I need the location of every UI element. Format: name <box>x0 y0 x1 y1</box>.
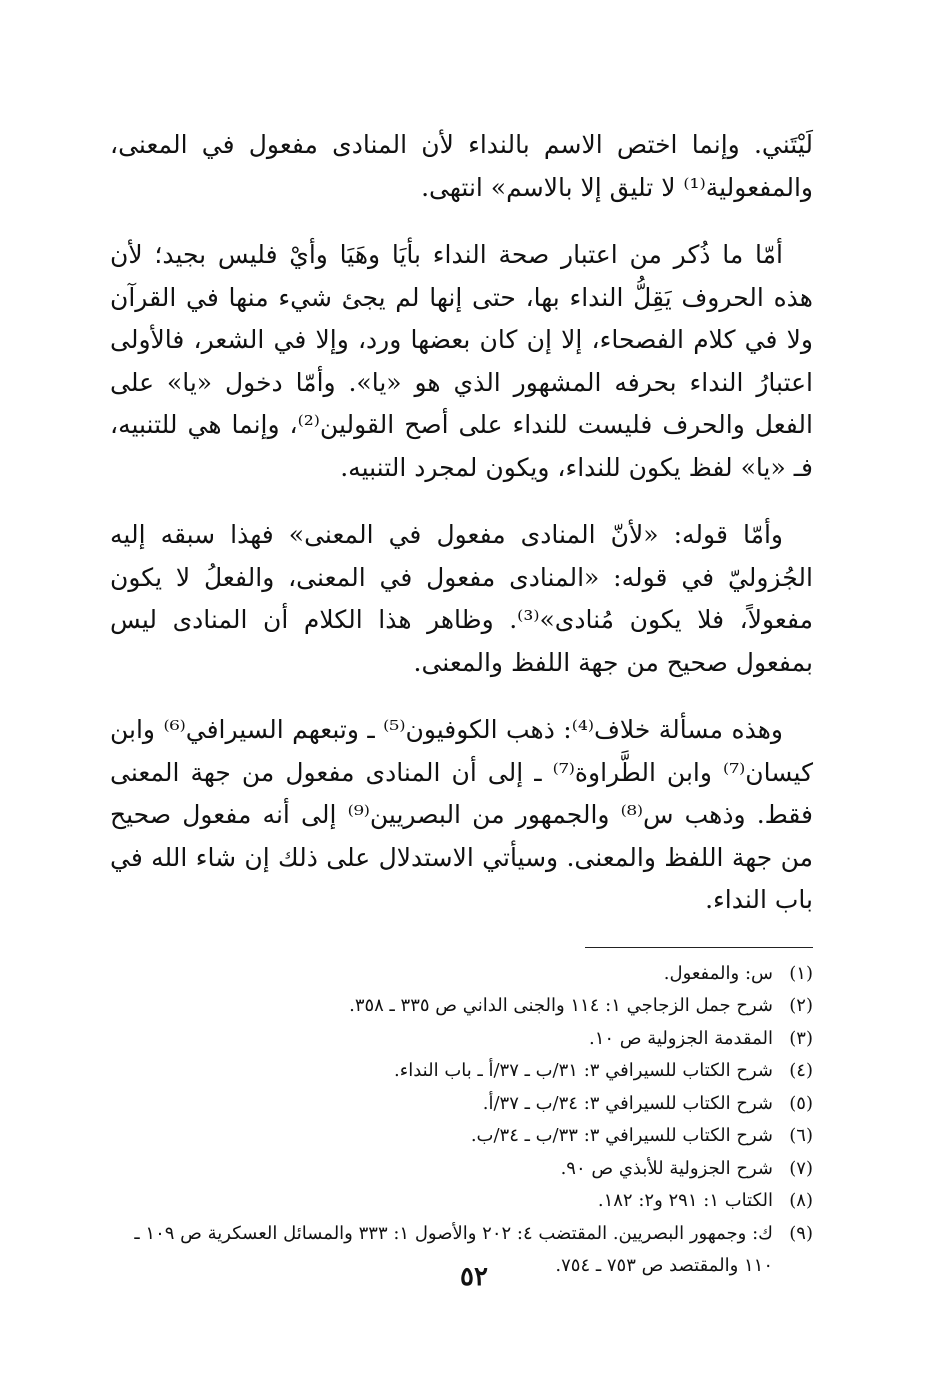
footnote-divider <box>585 947 813 948</box>
footnote-text: ك: وجمهور البصريين. المقتضب ٤: ٢٠٢ والأصول ١: ٣٣٣ والمسائل العسكرية ص ١٠٩ ـ ١١٠ والمقتصد ص ٧٥٣ ـ ٧٥٤. <box>134 1222 773 1276</box>
paragraph: لَيْتَني. وإنما اختص الاسم بالنداء لأن المنادى مفعول في المعنى، والمفعولية⁽¹⁾ لا تليق إلا بالاسم» انتهى. <box>110 130 813 202</box>
paragraph: أمّا ما ذُكر من اعتبار صحة النداء بأيَا وهَيَا وأيْ فليس بجيد؛ لأن هذه الحروف يَقِلُّ النداء بها، حتى إنها لم يجئ شيء منها في القرآن ولا في كلام الفصحاء، إلا إن كان بعضها ورد، وإلا في الشعر، فالأولى اعتبارُ النداء بحرفه المشهور الذي هو «يا». وأمّا دخول «يا» على الفعل والحرف فليست للنداء على أصح القولين⁽²⁾، وإنما هي للتنبيه، فـ «يا» لفظ يكون للنداء، ويكون لمجرد التنبيه. <box>110 240 813 482</box>
footnote-text: شرح الكتاب للسيرافي ٣: ٣١/ب ـ ٣٧/أ ـ باب النداء. <box>394 1060 773 1081</box>
paragraph: وهذه مسألة خلاف⁽⁴⁾: ذهب الكوفيون⁽⁵⁾ ـ وتبعهم السيرافي⁽⁶⁾ وابن كيسان⁽⁷⁾ وابن الطَّراوة⁽⁷⁾ ـ إلى أن المنادى مفعول من جهة المعنى فقط. وذهب س⁽⁸⁾ والجمهور من البصريين⁽⁹⁾ إلى أنه مفعول صحيح من جهة اللفظ والمعنى. وسيأتي الاستدلال على ذلك إن شاء الله في باب النداء. <box>110 715 814 914</box>
main-text <box>110 124 813 922</box>
footnote-text: شرح جمل الزجاجي ١: ١١٤ والجنى الداني ص ٣٣٥ ـ ٣٥٨. <box>349 995 773 1016</box>
footnote-number: (٥) <box>789 1092 813 1114</box>
footnote-number: (٢) <box>789 995 813 1016</box>
footnote <box>110 1088 813 1121</box>
paragraph: وأمّا قوله: «لأنّ المنادى مفعول في المعنى» فهذا سبقه إليه الجُزوليّ في قوله: «المنادى مفعول في المعنى، والفعلُ لا يكون مفعولاً، فلا يكون مُنادى»⁽³⁾. وظاهر هذا الكلام أن المنادى ليس بمفعول صحيح من جهة اللفظ والمعنى. <box>110 520 813 677</box>
footnote-text: المقدمة الجزولية ص ١٠. <box>588 1027 773 1049</box>
footnote-text: شرح الكتاب للسيرافي ٣: ٣٤/ب ـ ٣٧/أ. <box>482 1092 773 1114</box>
footnote-number: (٦) <box>789 1125 813 1146</box>
footnote-text: شرح الكتاب للسيرافي ٣: ٣٣/ب ـ ٣٤/ب. <box>470 1125 773 1146</box>
footnote-text: الكتاب ١: ٢٩١ و٢: ١٨٢. <box>597 1190 773 1211</box>
footnote-text: شرح الجزولية للأبذي ص ٩٠. <box>560 1157 773 1179</box>
footnote-number: (٩) <box>789 1222 813 1244</box>
footnote <box>110 1023 813 1056</box>
footnote-number: (٧) <box>789 1157 813 1179</box>
page-number: ٥٢ <box>460 1262 488 1292</box>
footnote <box>110 1055 813 1088</box>
footnote <box>110 1120 813 1153</box>
footnote-text: س: والمفعول. <box>663 962 773 984</box>
footnote-number: (٣) <box>789 1027 813 1049</box>
footnote <box>110 958 813 991</box>
footnote-number: (١) <box>789 962 813 984</box>
footnotes <box>110 958 813 1283</box>
footnote-number: (٤) <box>789 1060 813 1081</box>
footnote <box>110 1185 813 1218</box>
footnote-number: (٨) <box>789 1190 813 1211</box>
footnote <box>110 990 813 1023</box>
footnote <box>110 1153 813 1186</box>
